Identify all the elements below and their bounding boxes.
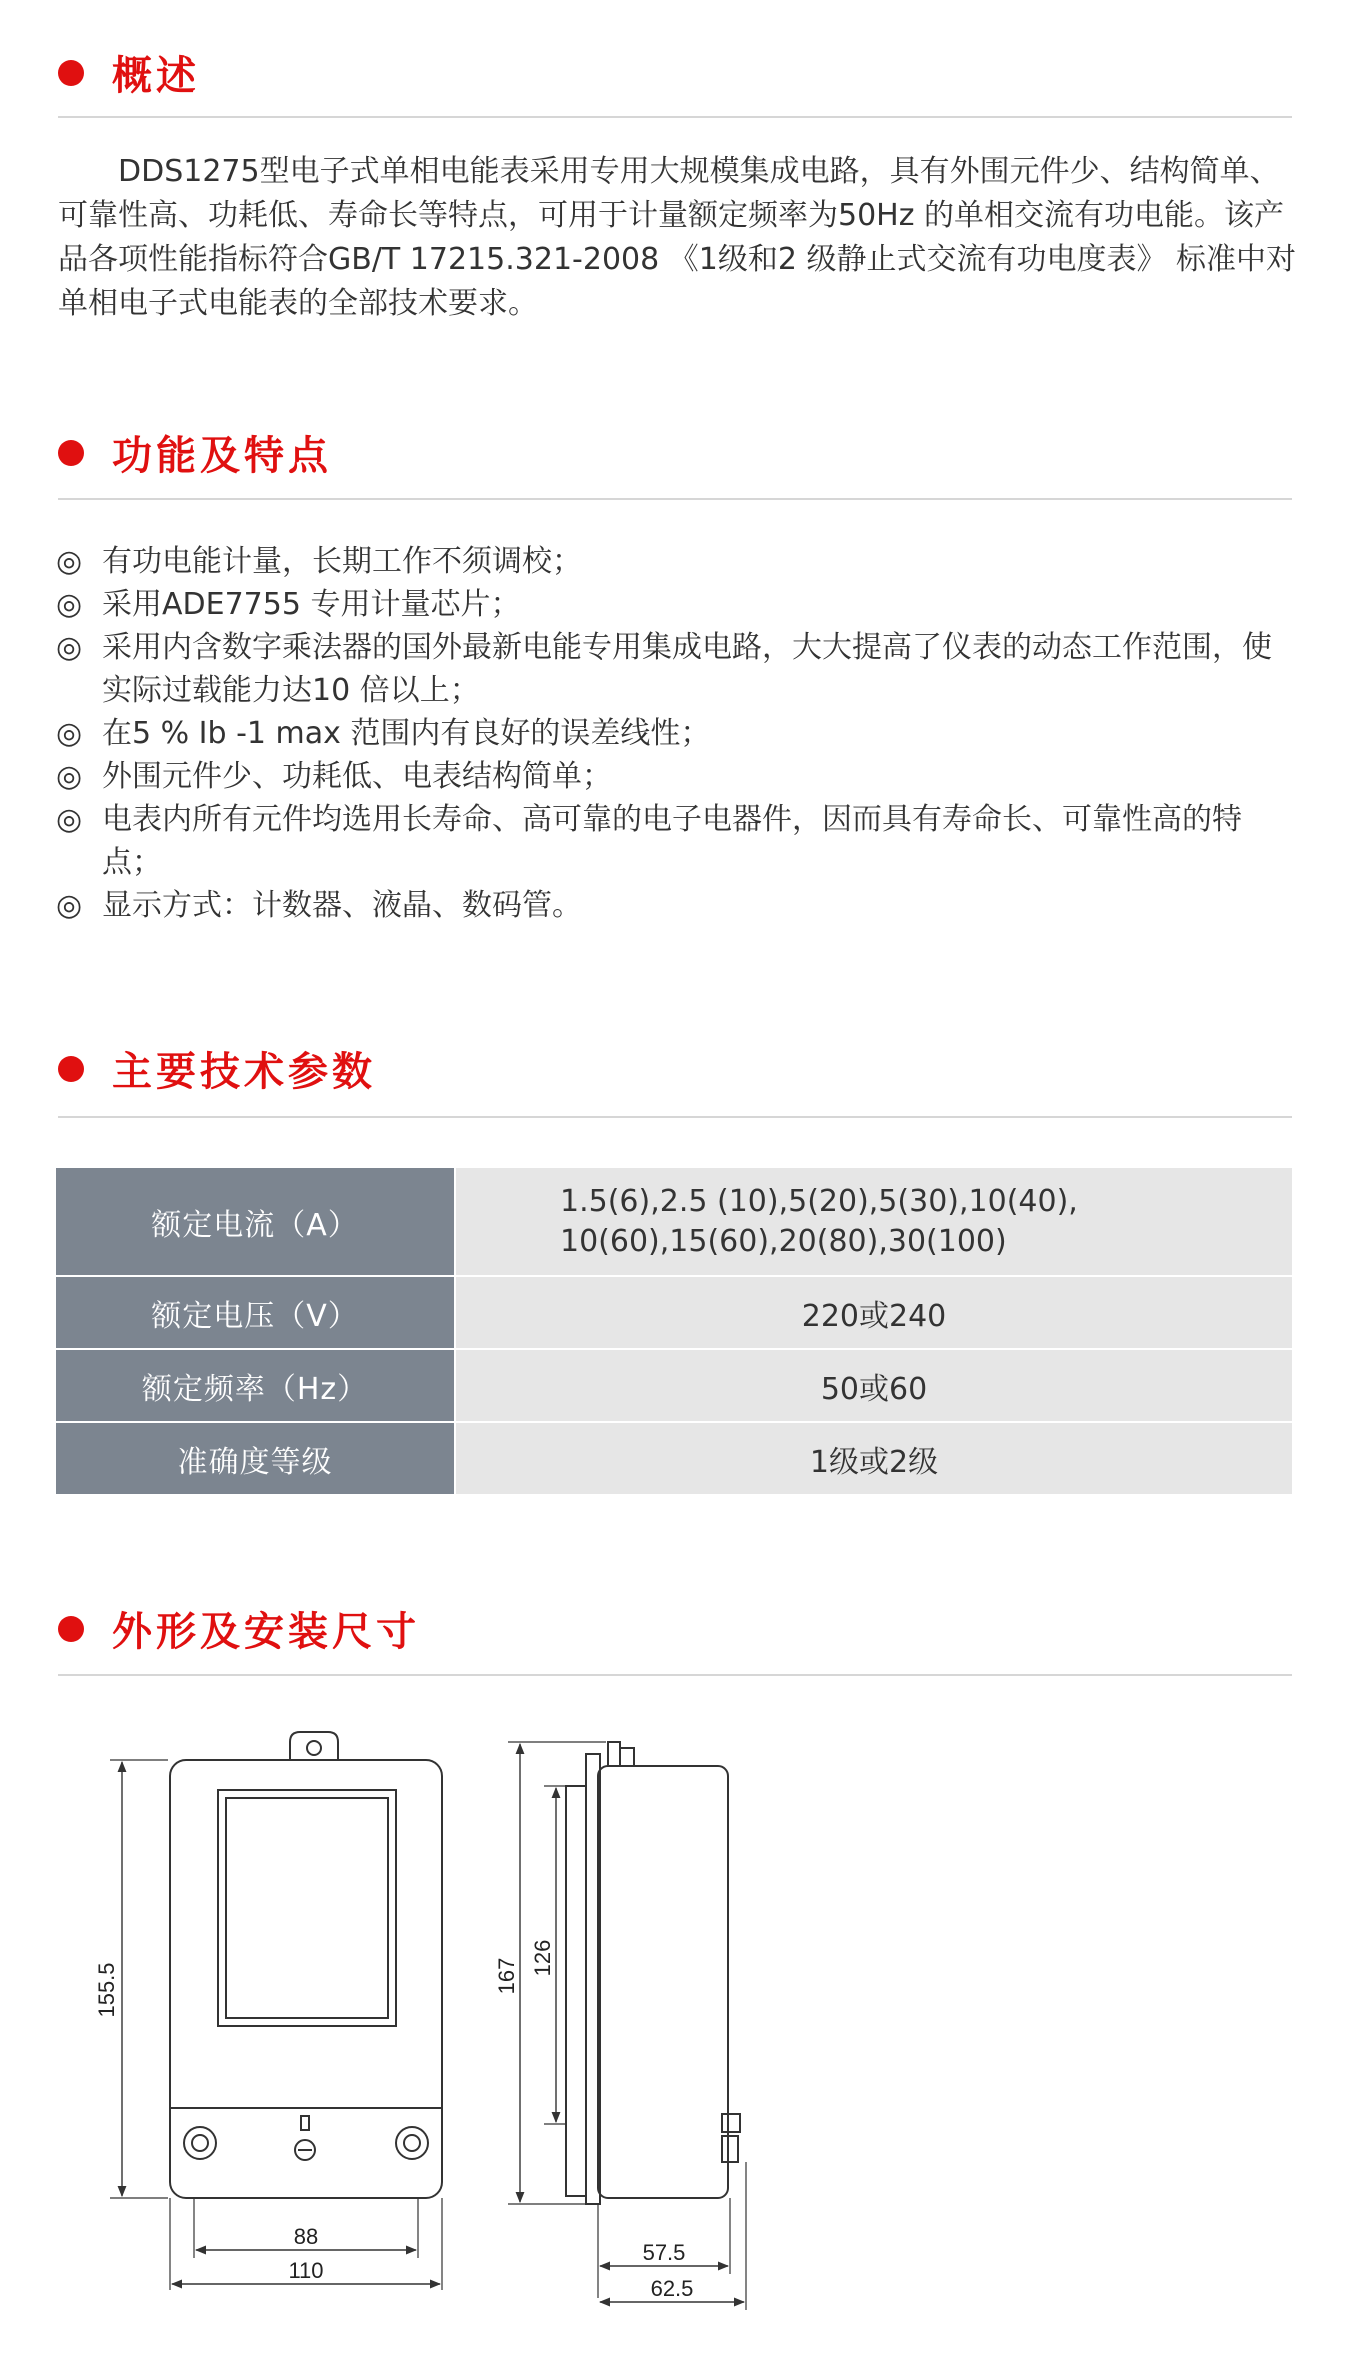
bullet-dot-icon bbox=[58, 440, 84, 466]
dim-label-side-depth-outer: 62.5 bbox=[650, 2276, 694, 2301]
param-label: 准确度等级 bbox=[56, 1422, 455, 1495]
feature-item bbox=[56, 626, 1296, 712]
section-header-overview bbox=[58, 44, 200, 101]
table-row bbox=[56, 1276, 1292, 1349]
feature-text: 采用ADE7755 专用计量芯片； bbox=[102, 587, 521, 622]
side-view bbox=[508, 1742, 746, 2310]
section-divider bbox=[58, 498, 1292, 500]
dim-label-side-inner-height: 126 bbox=[530, 1939, 555, 1977]
section-title-params: 主要技术参数 bbox=[112, 1049, 376, 1095]
param-label: 额定电流（A） bbox=[56, 1168, 455, 1276]
overview-text: DDS1275型电子式单相电能表采用专用大规模集成电路，具有外围元件少、结构简单、可靠性高、功耗低、寿命长等特点，可用于计量额定频率为50Hz 的单相交流有功电能。该产品各项性能指标符合GB/T 17215.321-2008 《1级和2 级静止式交流有功电度表》 标准中对单相电子式电能表的全部技术要求。 bbox=[58, 154, 1296, 321]
bullet-dot-icon bbox=[58, 1056, 84, 1082]
feature-item bbox=[56, 884, 1296, 927]
feature-item bbox=[56, 712, 1296, 755]
dim-label-front-inner-width: 88 bbox=[293, 2224, 319, 2249]
feature-text: 采用内含数字乘法器的国外最新电能专用集成电路，大大提高了仪表的动态工作范围，使实际过载能力达10 倍以上； bbox=[102, 630, 1272, 708]
param-value bbox=[455, 1168, 1292, 1276]
dim-label-front-height: 155.5 bbox=[94, 1962, 119, 2018]
double-circle-icon: ◎ bbox=[56, 802, 83, 837]
feature-text: 电表内所有元件均选用长寿命、高可靠的电子电器件，因而具有寿命长、可靠性高的特点； bbox=[102, 802, 1242, 880]
double-circle-icon: ◎ bbox=[56, 544, 83, 579]
double-circle-icon: ◎ bbox=[56, 759, 83, 794]
terminal-screw-left-icon bbox=[184, 2127, 216, 2159]
feature-item bbox=[56, 583, 1296, 626]
double-circle-icon: ◎ bbox=[56, 716, 83, 751]
param-value: 50或60 bbox=[455, 1349, 1292, 1422]
section-header-params bbox=[58, 1040, 376, 1097]
section-divider bbox=[58, 1674, 1292, 1676]
overview-paragraph bbox=[58, 150, 1298, 326]
feature-item bbox=[56, 755, 1296, 798]
feature-text: 在5 % Ib -1 max 范围内有良好的误差线性； bbox=[102, 716, 711, 751]
param-label: 额定频率（Hz） bbox=[56, 1349, 455, 1422]
param-value-line: 10(60),15(60),20(80),30(100) bbox=[560, 1223, 1007, 1259]
section-divider bbox=[58, 1116, 1292, 1118]
param-label: 额定电压（V） bbox=[56, 1276, 455, 1349]
section-header-features bbox=[58, 424, 332, 481]
table-row bbox=[56, 1168, 1292, 1276]
dimension-drawing bbox=[90, 1718, 810, 2338]
seal-screw-icon bbox=[295, 2116, 315, 2160]
double-circle-icon: ◎ bbox=[56, 630, 83, 665]
param-value: 1级或2级 bbox=[455, 1422, 1292, 1495]
section-divider bbox=[58, 116, 1292, 118]
feature-item bbox=[56, 798, 1296, 884]
section-title-dimensions: 外形及安装尺寸 bbox=[112, 1609, 420, 1655]
terminal-screw-right-icon bbox=[396, 2127, 428, 2159]
dim-label-side-height: 167 bbox=[494, 1957, 519, 1995]
section-title-features: 功能及特点 bbox=[112, 433, 332, 479]
feature-item bbox=[56, 540, 1296, 583]
table-row bbox=[56, 1422, 1292, 1495]
dim-label-front-outer-width: 110 bbox=[288, 2258, 324, 2283]
table-row bbox=[56, 1349, 1292, 1422]
front-view bbox=[110, 1732, 442, 2290]
params-table bbox=[56, 1168, 1292, 1496]
double-circle-icon: ◎ bbox=[56, 587, 83, 622]
dim-label-side-depth-inner: 57.5 bbox=[642, 2240, 686, 2265]
bullet-dot-icon bbox=[58, 1616, 84, 1642]
section-title-overview: 概述 bbox=[112, 53, 200, 99]
feature-text: 外围元件少、功耗低、电表结构简单； bbox=[102, 759, 612, 794]
feature-text: 显示方式：计数器、液晶、数码管。 bbox=[102, 888, 582, 923]
bullet-dot-icon bbox=[58, 60, 84, 86]
double-circle-icon: ◎ bbox=[56, 888, 83, 923]
section-header-dimensions bbox=[58, 1600, 420, 1657]
param-value: 220或240 bbox=[455, 1276, 1292, 1349]
feature-text: 有功电能计量，长期工作不须调校； bbox=[102, 544, 582, 579]
feature-list bbox=[56, 540, 1296, 927]
param-value-line: 1.5(6),2.5 (10),5(20),5(30),10(40), bbox=[560, 1183, 1078, 1219]
